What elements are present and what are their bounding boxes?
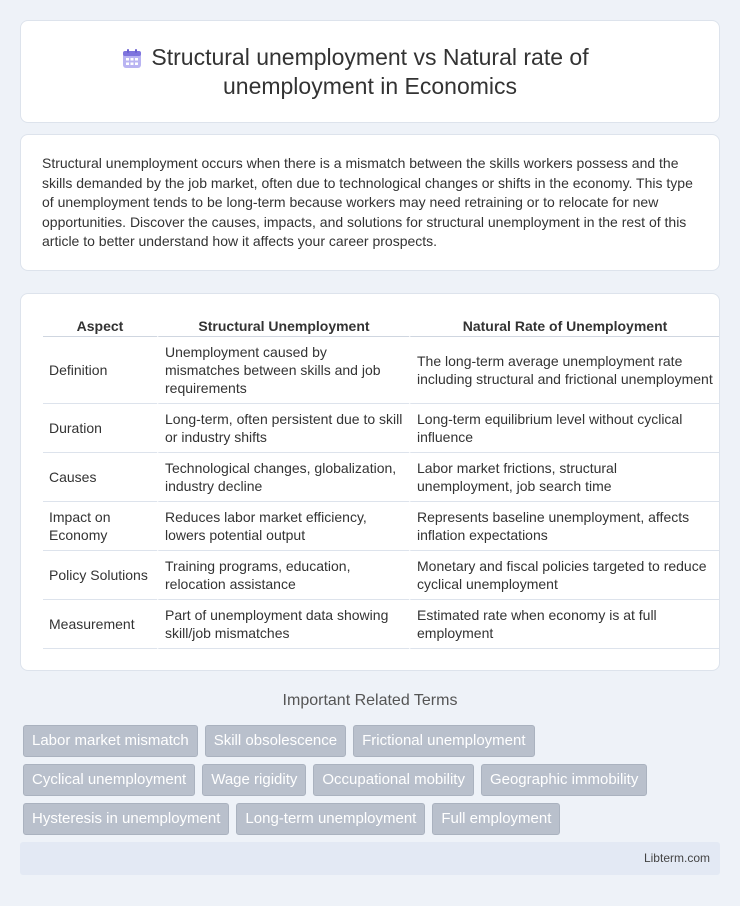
related-terms-title: Important Related Terms (282, 692, 458, 709)
related-terms-list (23, 725, 703, 835)
header-structural: Structural Unemployment (157, 315, 409, 337)
row-structural: Long-term, often persistent due to skill or industry shifts (157, 404, 409, 453)
table-row (43, 404, 719, 453)
table-row (43, 502, 719, 551)
footer-site-link[interactable]: Libterm.com (643, 851, 710, 865)
row-aspect: Measurement (43, 600, 157, 649)
row-structural: Part of unemployment data showing skill/job mismatches (157, 600, 409, 649)
intro-paragraph: Structural unemployment occurs when there is a mismatch between the skills workers possess and the skills demanded by the job market, often due to technological changes or shifts in the economy. This type of unemployment tends to be long-term because workers may need retraining or to relocate for new opportunities. Discover the causes, impacts, and solutions for structural unemployment in the rest of this article to better understand how it affects your career prospects. (42, 155, 693, 250)
table-row (43, 337, 719, 404)
related-term-tag[interactable]: Full employment (432, 803, 560, 835)
row-natural-rate: Represents baseline unemployment, affects inflation expectations (409, 502, 719, 551)
row-aspect: Duration (43, 404, 157, 453)
row-aspect: Causes (43, 453, 157, 502)
row-structural: Unemployment caused by mismatches between skills and job requirements (157, 337, 409, 404)
related-term-tag[interactable]: Long-term unemployment (236, 803, 425, 835)
row-aspect: Definition (43, 337, 157, 404)
row-natural-rate: The long-term average unemployment rate including structural and frictional unemployment (409, 337, 719, 404)
related-term-tag[interactable]: Skill obsolescence (205, 725, 346, 757)
comparison-card (20, 293, 720, 671)
header-aspect: Aspect (43, 315, 157, 337)
row-aspect: Impact on Economy (43, 502, 157, 551)
title-card (20, 20, 720, 123)
table-row (43, 551, 719, 600)
related-term-tag[interactable]: Labor market mismatch (23, 725, 198, 757)
row-structural: Reduces labor market efficiency, lowers potential output (157, 502, 409, 551)
header-natural-rate: Natural Rate of Unemployment (409, 315, 719, 337)
related-term-tag[interactable]: Occupational mobility (313, 764, 474, 796)
related-term-tag[interactable]: Hysteresis in unemployment (23, 803, 229, 835)
table-row (43, 600, 719, 649)
row-structural: Training programs, education, relocation assistance (157, 551, 409, 600)
intro-card (20, 134, 720, 271)
table-header-row (43, 315, 719, 337)
table-row (43, 453, 719, 502)
row-natural-rate: Estimated rate when economy is at full employment (409, 600, 719, 649)
footer (20, 842, 720, 875)
row-aspect: Policy Solutions (43, 551, 157, 600)
row-natural-rate: Monetary and fiscal policies targeted to reduce cyclical unemployment (409, 551, 719, 600)
row-structural: Technological changes, globalization, industry decline (157, 453, 409, 502)
related-term-tag[interactable]: Geographic immobility (481, 764, 647, 796)
related-term-tag[interactable]: Cyclical unemployment (23, 764, 195, 796)
page-title: Structural unemployment vs Natural rate of unemployment in Economics (151, 44, 589, 99)
related-term-tag[interactable]: Wage rigidity (202, 764, 306, 796)
comparison-table (43, 315, 719, 649)
row-natural-rate: Labor market frictions, structural unemployment, job search time (409, 453, 719, 502)
related-term-tag[interactable]: Frictional unemployment (353, 725, 534, 757)
row-natural-rate: Long-term equilibrium level without cyclical influence (409, 404, 719, 453)
